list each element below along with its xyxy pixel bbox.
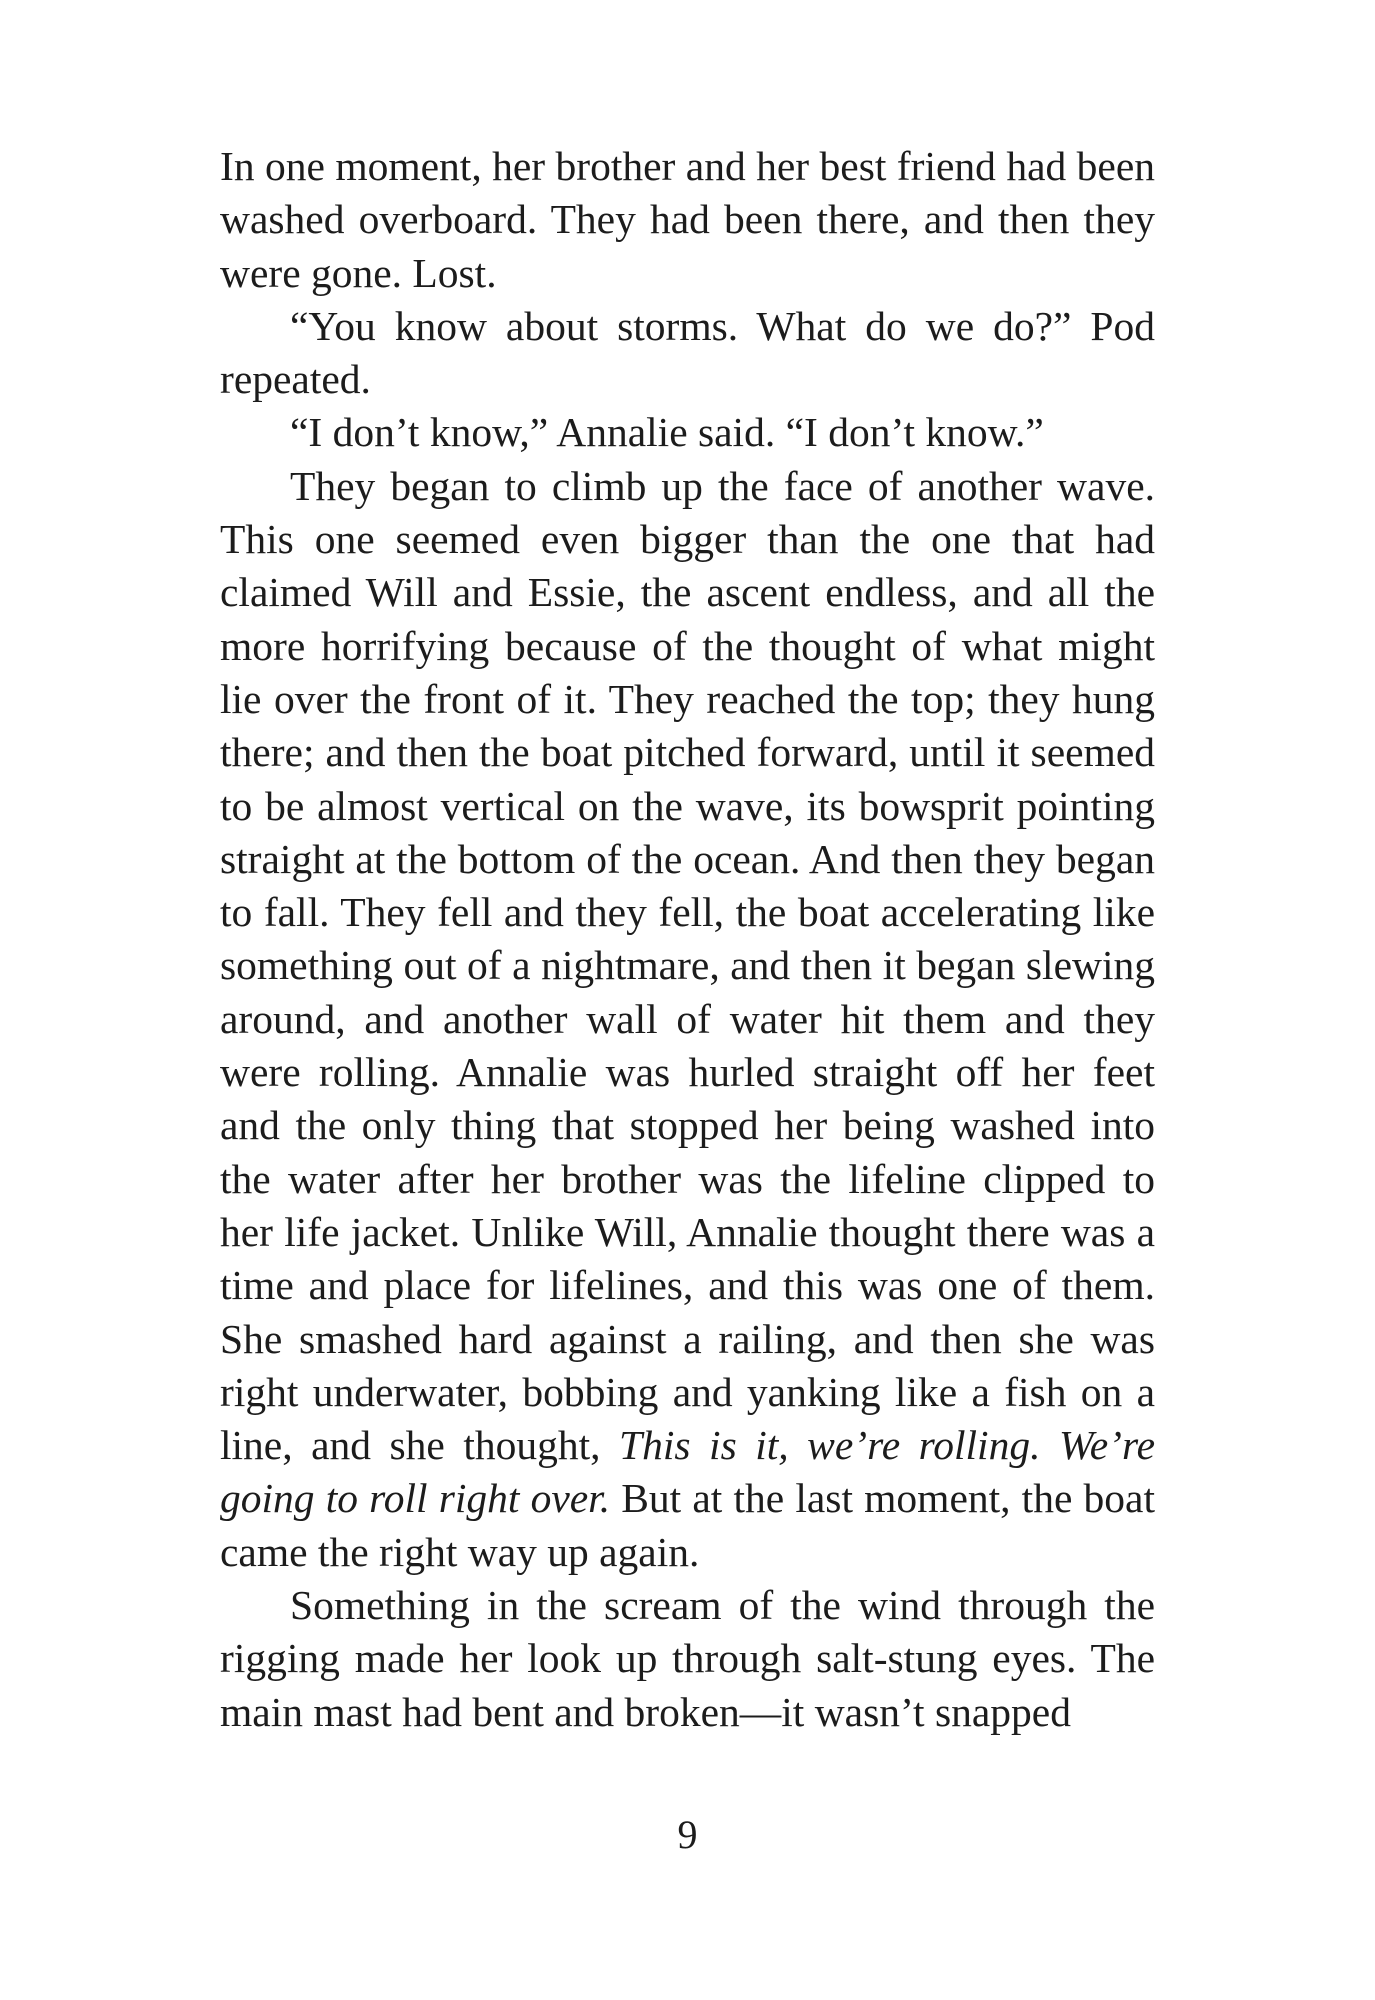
page-number: 9 xyxy=(677,1812,698,1857)
paragraph-2: “You know about storms. What do we do?” Pod repeated. xyxy=(220,302,1155,403)
paragraph-4-text: They began to climb up the face of another wave. This one seemed even bigger than the one that had claimed Will and Essie, the ascent endless, and all the more horrifying because of the thought of what might lie over the front of it. They reached the top; they hung there; and then the boat pitched forward, until it seemed to be almost vertical on the wave, its bowsprit pointing straight at the bottom of the ocean. And then they began to fall. They fell and they fell, the boat accelerating like something out of a nightmare, and then it began slewing around, and another wall of water hit them and they were rolling. Annalie was hurled straight off her feet and the only thing that stopped her being washed into the water after her brother was the lifeline clipped to her life jacket. Unlike Will, Annalie thought there was a time and place for lifelines, and this was one of them. She smashed hard against a railing, and then she was right underwater, bobbing and yanking like a fish on a line, and she thought, xyxy=(220,462,1155,1469)
book-page-body xyxy=(220,140,1155,1739)
paragraph-4-text-end: But at the last moment, the boat came the right way up again. xyxy=(220,1475,1155,1575)
paragraph-4 xyxy=(220,460,1155,1579)
paragraph-4-italic-thought: This is it, we’re rolling. We’re going to roll right over. xyxy=(220,1422,1155,1522)
paragraph-3: “I don’t know,” Annalie said. “I don’t know.” xyxy=(290,409,1044,456)
paragraph-1: In one moment, her brother and her best friend had been washed overboard. They had been there, and then they were gone. Lost. xyxy=(220,143,1155,296)
paragraph-5: Something in the scream of the wind through the rigging made her look up through salt-stung eyes. The main mast had bent and broken—it wasn’t snapped xyxy=(220,1582,1155,1735)
